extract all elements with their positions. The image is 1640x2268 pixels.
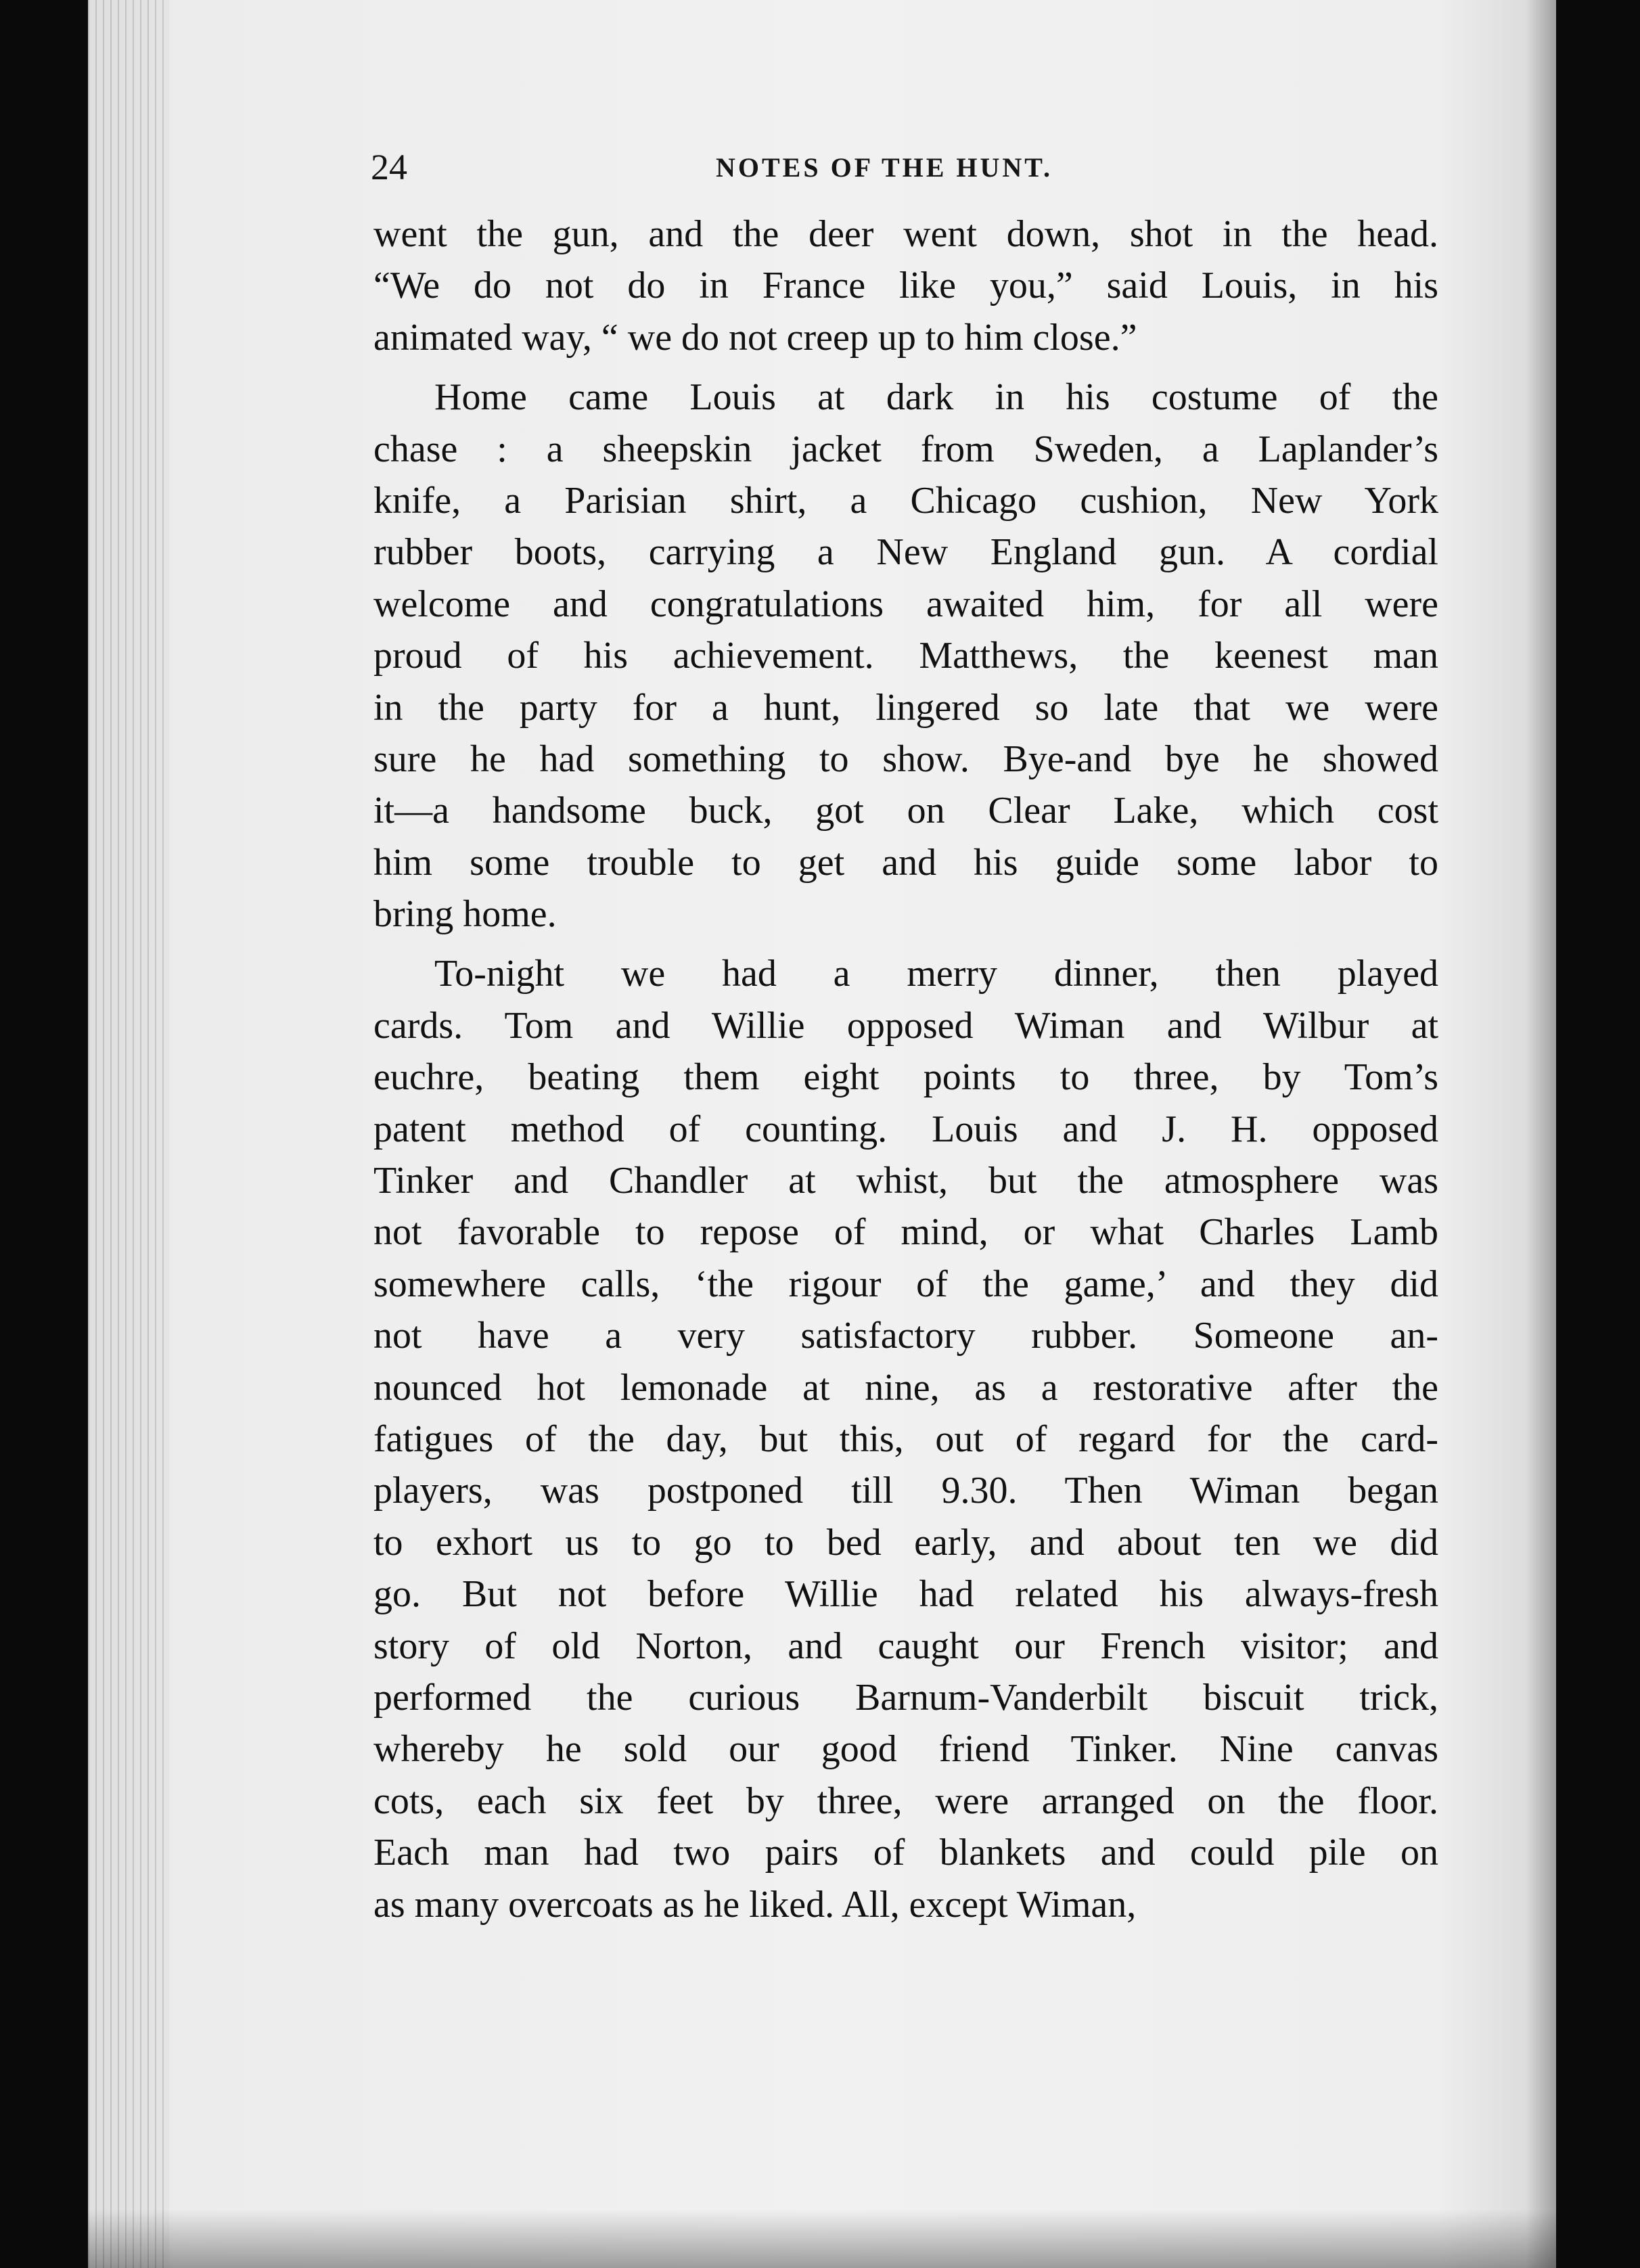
text-line: fatigues of the day, but this, out of regard for the card- <box>373 1418 1438 1460</box>
text-line: somewhere calls, ‘the rigour of the game,’ and they did <box>373 1263 1438 1305</box>
page-edge-stack <box>88 0 169 2268</box>
text-line: sure he had something to show. Bye-and bye he showed <box>373 738 1438 780</box>
text-line: went the gun, and the deer went down, shot in the head. <box>373 213 1438 255</box>
text-line: cards. Tom and Willie opposed Wiman and Wilbur at <box>373 1004 1438 1047</box>
text-line: story of old Norton, and caught our French visitor; and <box>373 1625 1438 1667</box>
text-line: Home came Louis at dark in his costume of the <box>434 376 1438 419</box>
paragraph-gap <box>373 940 1438 948</box>
text-line: proud of his achievement. Matthews, the keenest man <box>373 635 1438 677</box>
text-line: euchre, beating them eight points to three, by Tom’s <box>373 1056 1438 1099</box>
text-line: animated way, “ we do not creep up to him close.” <box>373 316 1137 359</box>
page-header <box>371 143 1426 191</box>
running-head: NOTES OF THE HUNT. <box>716 152 1053 183</box>
text-line: bring home. <box>373 893 557 936</box>
text-line: not favorable to repose of mind, or what Charles Lamb <box>373 1211 1438 1254</box>
text-line: him some trouble to get and his guide some labor to <box>373 841 1438 884</box>
text-line: not have a very satisfactory rubber. Someone an- <box>373 1315 1438 1357</box>
text-line: go. But not before Willie had related his always-fresh <box>373 1573 1438 1616</box>
text-line: Each man had two pairs of blankets and could pile on <box>373 1832 1438 1874</box>
text-line: Tinker and Chandler at whist, but the atmosphere was <box>373 1160 1438 1202</box>
text-line: players, was postponed till 9.30. Then Wiman began <box>373 1470 1438 1512</box>
text-line: knife, a Parisian shirt, a Chicago cushion, New York <box>373 479 1438 522</box>
page-number: 24 <box>371 147 407 187</box>
text-line: “We do not do in France like you,” said Louis, in his <box>373 265 1438 307</box>
gutter-shadow <box>1526 0 1556 2268</box>
paragraph-gap <box>373 363 1438 371</box>
text-line: to exhort us to go to bed early, and about ten we did <box>373 1521 1438 1564</box>
text-line: welcome and congratulations awaited him, for all were <box>373 583 1438 625</box>
text-line: in the party for a hunt, lingered so late that we were <box>373 686 1438 729</box>
text-line: performed the curious Barnum-Vanderbilt biscuit trick, <box>373 1676 1438 1719</box>
bottom-shadow <box>88 2209 1556 2268</box>
text-line: cots, each six feet by three, were arranged on the floor. <box>373 1779 1438 1822</box>
text-line: chase : a sheepskin jacket from Sweden, a Laplander’s <box>373 428 1438 470</box>
text-line: patent method of counting. Louis and J. H. opposed <box>373 1108 1438 1150</box>
text-line: whereby he sold our good friend Tinker. Nine canvas <box>373 1728 1438 1771</box>
text-line: nounced hot lemonade at nine, as a restorative after the <box>373 1366 1438 1409</box>
text-line: rubber boots, carrying a New England gun. A cordial <box>373 531 1438 574</box>
text-line: To-night we had a merry dinner, then played <box>434 953 1438 995</box>
body-text <box>373 208 1438 1930</box>
text-line: as many overcoats as he liked. All, except Wiman, <box>373 1883 1137 1926</box>
text-line: it—a handsome buck, got on Clear Lake, which cost <box>373 790 1438 832</box>
